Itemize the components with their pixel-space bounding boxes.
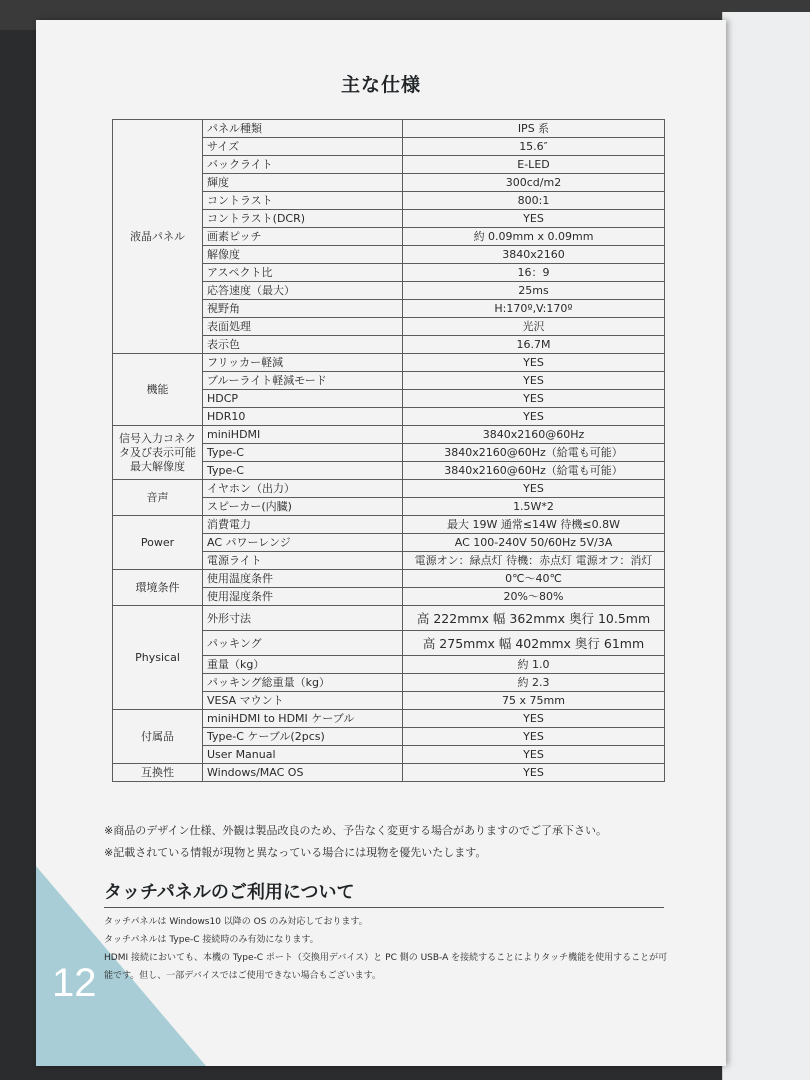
spec-value: 0℃～40℃ [403, 570, 665, 588]
spec-category: 機能 [113, 354, 203, 426]
spec-value: 3840x2160@60Hz（給電も可能） [403, 444, 665, 462]
spec-value: IPS 系 [403, 120, 665, 138]
spec-value: YES [403, 210, 665, 228]
spec-category: 信号入力コネクタ及び表示可能最大解像度 [113, 426, 203, 480]
spec-value: 3840x2160@60Hz（給電も可能） [403, 462, 665, 480]
spec-value: 16：9 [403, 264, 665, 282]
spec-row [113, 426, 665, 444]
spec-label: 応答速度（最大） [203, 282, 403, 300]
note-line: ※商品のデザイン仕様、外観は製品改良のため、予告なく変更する場合がありますのでご了承下さい。 [104, 824, 608, 837]
spec-value: 25ms [403, 282, 665, 300]
manual-page [36, 20, 726, 1066]
spec-label: パッキング [203, 631, 403, 656]
spec-value: YES [403, 390, 665, 408]
spec-value: 800:1 [403, 192, 665, 210]
spec-row [113, 764, 665, 782]
spec-label: miniHDMI [203, 426, 403, 444]
spec-label: 解像度 [203, 246, 403, 264]
spec-value: YES [403, 354, 665, 372]
spec-value: YES [403, 408, 665, 426]
spec-label: バックライト [203, 156, 403, 174]
spec-value: 15.6″ [403, 138, 665, 156]
note-line: ※記載されている情報が現物と異なっている場合には現物を優先いたします。 [104, 846, 487, 859]
spec-row [113, 516, 665, 534]
spec-value: 約 0.09mm x 0.09mm [403, 228, 665, 246]
spec-row [113, 354, 665, 372]
spec-label: 表面処理 [203, 318, 403, 336]
spec-value: 75 x 75mm [403, 692, 665, 710]
spec-value: 300cd/m2 [403, 174, 665, 192]
spec-value: 3840x2160 [403, 246, 665, 264]
spec-value: YES [403, 764, 665, 782]
page-title: 主な仕様 [340, 74, 421, 96]
spec-label: 電源ライト [203, 552, 403, 570]
touch-panel-heading: タッチパネルのご利用について [104, 882, 355, 903]
spec-label: パネル種類 [203, 120, 403, 138]
spec-label: アスペクト比 [203, 264, 403, 282]
spec-label: フリッカー軽減 [203, 354, 403, 372]
spec-label: VESA マウント [203, 692, 403, 710]
spec-value: YES [403, 480, 665, 498]
spec-value: 電源オン：緑点灯 待機：赤点灯 電源オフ：消灯 [403, 552, 665, 570]
spec-label: Windows/MAC OS [203, 764, 403, 782]
spec-label: HDCP [203, 390, 403, 408]
spec-value: YES [403, 728, 665, 746]
spec-label: 視野角 [203, 300, 403, 318]
spec-label: コントラスト(DCR) [203, 210, 403, 228]
spec-label: User Manual [203, 746, 403, 764]
touch-paragraph: タッチパネルは Type-C 接続時のみ有効になります。 [104, 935, 319, 945]
spec-category: 互換性 [113, 764, 203, 782]
spec-label: Type-C [203, 444, 403, 462]
spec-label: イヤホン（出力） [203, 480, 403, 498]
touch-paragraph: HDMI 接続においても、本機の Type-C ポート（交換用デバイス）と PC 側の USB-A を接続することによりタッチ機能を使用することが可能です。但し、一部デバイスではご使用できない場合もございます。 [104, 953, 668, 981]
spec-category: Physical [113, 606, 203, 710]
spec-value: 高 275mmx 幅 402mmx 奥行 61mm [403, 631, 665, 656]
spec-value: YES [403, 710, 665, 728]
spec-value: 光沢 [403, 318, 665, 336]
spec-label: 使用湿度条件 [203, 588, 403, 606]
page-number: 12 [52, 961, 97, 1005]
spec-label: Type-C [203, 462, 403, 480]
spec-row [113, 480, 665, 498]
spec-label: 画素ピッチ [203, 228, 403, 246]
spec-value: H:170º,V:170º [403, 300, 665, 318]
spec-label: Type-C ケーブル(2pcs) [203, 728, 403, 746]
spec-value: 高 222mmx 幅 362mmx 奥行 10.5mm [403, 606, 665, 631]
spec-label: パッキング総重量（kg） [203, 674, 403, 692]
spec-value: 3840x2160@60Hz [403, 426, 665, 444]
spec-value: AC 100-240V 50/60Hz 5V/3A [403, 534, 665, 552]
spec-category: Power [113, 516, 203, 570]
spec-category: 液晶パネル [113, 120, 203, 354]
spec-label: 使用温度条件 [203, 570, 403, 588]
spec-label: サイズ [203, 138, 403, 156]
spec-label: 輝度 [203, 174, 403, 192]
spec-value: 16.7M [403, 336, 665, 354]
spec-label: 外形寸法 [203, 606, 403, 631]
spec-value: 20%～80% [403, 588, 665, 606]
spec-value: 最大 19W 通常≤14W 待機≤0.8W [403, 516, 665, 534]
spec-label: HDR10 [203, 408, 403, 426]
spec-category: 付属品 [113, 710, 203, 764]
touch-panel-body [104, 913, 674, 985]
spec-value: YES [403, 746, 665, 764]
spec-row [113, 710, 665, 728]
spec-label: 表示色 [203, 336, 403, 354]
spec-value: 1.5W*2 [403, 498, 665, 516]
spec-label: コントラスト [203, 192, 403, 210]
spec-table [112, 119, 665, 782]
spec-label: 消費電力 [203, 516, 403, 534]
spec-value: 約 2.3 [403, 674, 665, 692]
spec-label: スピーカー(内臓) [203, 498, 403, 516]
facing-page [722, 12, 810, 1080]
spec-category: 環境条件 [113, 570, 203, 606]
touch-paragraph: タッチパネルは Windows10 以降の OS のみ対応しております。 [104, 917, 368, 927]
spec-label: miniHDMI to HDMI ケーブル [203, 710, 403, 728]
notes [104, 820, 724, 864]
spec-label: 重量（kg） [203, 656, 403, 674]
spec-value: 約 1.0 [403, 656, 665, 674]
spec-row [113, 606, 665, 631]
spec-value: YES [403, 372, 665, 390]
spec-row [113, 120, 665, 138]
spec-label: AC パワーレンジ [203, 534, 403, 552]
heading-divider [104, 907, 664, 908]
spec-row [113, 570, 665, 588]
spec-category: 音声 [113, 480, 203, 516]
spec-label: ブルーライト軽減モード [203, 372, 403, 390]
spec-value: E-LED [403, 156, 665, 174]
